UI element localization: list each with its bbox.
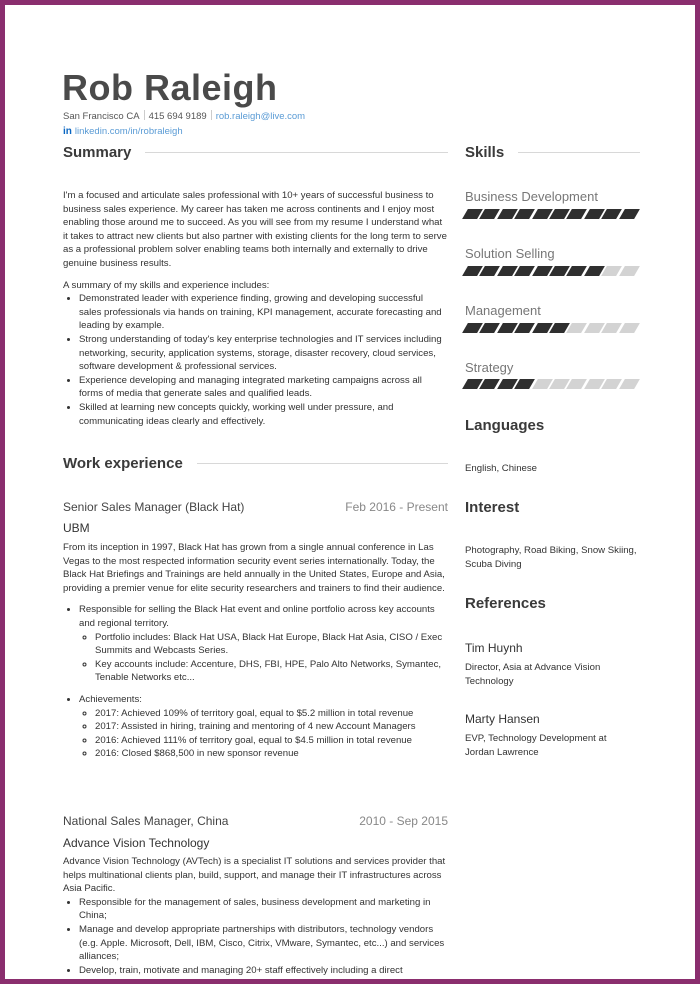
sub-list [79, 631, 448, 685]
job-list [63, 603, 448, 761]
skill-name: Strategy [465, 360, 514, 375]
company-name: UBM [63, 521, 90, 535]
divider [145, 152, 448, 153]
divider [197, 463, 448, 464]
resume-page [5, 5, 695, 979]
references-title: References [465, 595, 546, 612]
candidate-name: Rob Raleigh [62, 67, 278, 108]
interest-heading [465, 499, 640, 516]
list-item: • Experience developing and managing integrated marketing campaigns across all forms of media that generate sales and qualified leads. [79, 374, 448, 401]
list-item: • Responsible for the management of sales, business development and marketing in China; [79, 896, 448, 923]
divider [144, 110, 145, 120]
summary-title: Summary [63, 144, 132, 161]
list-item: ◦ 2016: Achieved 111% of territory goal, equal to $4.5 million in total revenue [95, 734, 448, 748]
skills-title: Skills [465, 144, 505, 161]
summary-body [63, 189, 448, 428]
sub-list [79, 707, 448, 761]
job-title: National Sales Manager, China [63, 814, 229, 828]
job-dates: Feb 2016 - Present [345, 500, 448, 514]
job-description: From its inception in 1997, Black Hat has grown from a single annual conference in Las Vegas to the most respected information security event series internationally. Today, the Black Hat Briefings and Trainings are held annually in the United States, Europe and Asia, providing a premier venue for elite security researchers and trainers to find their audience. [63, 542, 445, 594]
list-item: • Manage and develop appropriate partnerships with distributors, technology vendors (e.g. Apple. Microsoft, Dell, IBM, Cisco, Citrix, VMware, Symantec, etc...) and services alliances; [79, 923, 448, 964]
list-item: ◦ 2017: Assisted in hiring, training and mentoring of 4 new Account Managers [95, 720, 448, 734]
list-item: • Demonstrated leader with experience finding, growing and developing successful sales professionals via hands on training, KPI management, accurate forecasting and leading by example. [79, 292, 448, 333]
job-title: Senior Sales Manager (Black Hat) [63, 500, 245, 514]
list-item-text: Achievements: [79, 693, 142, 705]
reference-role: Director, Asia at Advance Vision Technology [465, 662, 601, 687]
list-item: ◦ 2016: Closed $868,500 in new sponsor revenue [95, 747, 448, 761]
location: San Francisco CA [63, 111, 140, 122]
skill-bar [465, 379, 637, 389]
list-item [79, 693, 448, 761]
divider [518, 152, 640, 153]
skill-bar-segment [619, 379, 640, 389]
job-list [63, 896, 448, 978]
summary-list [63, 292, 448, 428]
work-heading [63, 455, 448, 472]
job-body [63, 855, 448, 977]
summary-list-intro: A summary of my skills and experience includes: [63, 279, 270, 291]
skill-bar [465, 209, 637, 219]
list-item [79, 603, 448, 685]
skills-heading [465, 144, 640, 161]
skill-bar-segment [619, 266, 640, 276]
reference-name: Tim Huynh [465, 641, 523, 655]
list-item: • Skilled at learning new concepts quickly, working well under pressure, and communicating ideas clearly and effectively. [79, 401, 448, 428]
reference-name: Marty Hansen [465, 712, 540, 726]
skill-bar [465, 323, 637, 333]
company-name: Advance Vision Technology [63, 836, 210, 850]
languages-title: Languages [465, 417, 545, 434]
list-item: ◦ Key accounts include: Accenture, DHS, FBI, HPE, Palo Alto Networks, Symantec, Tenable Networks etc... [95, 658, 448, 685]
list-item-text: Responsible for selling the Black Hat event and online portfolio across key accounts and regional territory. [79, 604, 435, 629]
languages-heading [465, 417, 640, 434]
references-heading [465, 595, 640, 612]
skill-name: Business Development [465, 189, 598, 204]
list-item: ◦ Portfolio includes: Black Hat USA, Black Hat Europe, Black Hat Asia, CISO / Exec Summits and Webcasts Series. [95, 631, 448, 658]
skill-bar-segment [619, 323, 640, 333]
job-body [63, 541, 448, 761]
linkedin-link[interactable] [63, 126, 183, 137]
languages-text: English, Chinese [465, 463, 537, 474]
list-item: ◦ 2017: Achieved 109% of territory goal, equal to $5.2 million in total revenue [95, 707, 448, 721]
skill-bar [465, 266, 637, 276]
job-dates: 2010 - Sep 2015 [359, 814, 448, 828]
contact-line [63, 110, 305, 122]
summary-intro: I'm a focused and articulate sales professional with 10+ years of successful business to business sales experience. My career has taken me across continents and I enjoy most enabling those around me to succeed. As you will see from my resume I understand what it takes to attract new clients but also partner with existing clients for the long term to serve as a professional problem solver enabling teams both internally and externally to drive genuine business results. [63, 190, 447, 269]
phone: 415 694 9189 [148, 111, 207, 122]
work-title: Work experience [63, 455, 183, 472]
skill-name: Solution Selling [465, 246, 555, 261]
email-link[interactable]: rob.raleigh@live.com [215, 111, 306, 122]
divider [211, 110, 212, 120]
job-description: Advance Vision Technology (AVTech) is a specialist IT solutions and services provider that helps multinational clients plan, build, support, and manage their IT infrastructures across Asia Pacific. [63, 856, 446, 895]
skill-bar-segment [619, 209, 640, 219]
skill-name: Management [465, 303, 541, 318]
linkedin-url[interactable]: linkedin.com/in/robraleigh [74, 126, 183, 137]
interest-title: Interest [465, 499, 520, 516]
job-title-row [63, 814, 448, 828]
reference-role: EVP, Technology Development at Jordan Lawrence [465, 733, 607, 758]
list-item: • Strong understanding of today's key enterprise technologies and IT services including networking, security, application systems, storage, disaster recovery, cloud services, software development & professional services. [79, 333, 448, 374]
interest-text: Photography, Road Biking, Snow Skiing, Scuba Diving [465, 545, 637, 570]
list-item: • Develop, train, motivate and managing 20+ staff effectively including a direct [79, 964, 448, 978]
summary-heading [63, 144, 448, 161]
linkedin-icon: in [63, 126, 72, 137]
job-title-row [63, 500, 448, 514]
